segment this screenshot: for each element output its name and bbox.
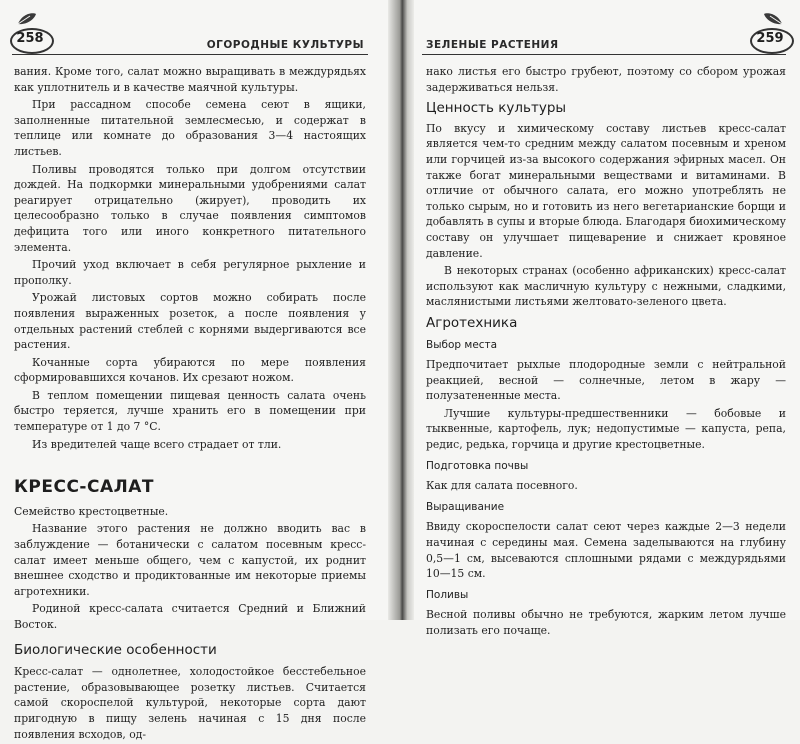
leaf-icon xyxy=(16,12,38,26)
subsection-heading: Биологические особенности xyxy=(14,641,217,658)
running-title: ОГОРОДНЫЕ КУЛЬТУРЫ xyxy=(206,39,364,51)
leaf-icon xyxy=(762,12,784,26)
paragraph: Предпочитает рыхлые плодородные земли с нейтральной реакцией, весной — солнечные, летом в жару — полузатененные места. xyxy=(426,358,786,403)
paragraph: Урожай листовых сортов можно собирать после появления выраженных розеток, а после появления у отдельных растений стеблей с корнями выдергиваются все растения. xyxy=(14,291,366,352)
paragraph: Прочий уход включает в себя регулярное рыхление и прополку. xyxy=(14,258,366,287)
paragraph: Кресс-салат — однолетнее, холодостойкое бесстебельное растение, образовывающее розетку листьев. Считается самой скороспелой культурой, некоторые сорта дают пригодную в пищу зелень начиная с 15 дня после появления всходов, од- xyxy=(14,665,366,741)
section-heading: Агротехника xyxy=(426,314,518,331)
right-page-header xyxy=(422,26,786,55)
subsection-heading: Выращивание xyxy=(426,500,505,513)
subsection-heading: Подготовка почвы xyxy=(426,459,529,472)
section-heading: КРЕСС-САЛАТ xyxy=(14,477,154,498)
subsection-heading: Выбор места xyxy=(426,338,498,351)
book-gutter xyxy=(388,0,414,620)
paragraph: Родиной кресс-салата считается Средний и Ближний Восток. xyxy=(14,602,366,631)
paragraph: Ввиду скороспелости салат сеют через каждые 2—3 недели начиная с середины мая. Семена заделываются на глубину 0,5—1 см, высеваются сплошными рядами с междурядьями 10—15 см. xyxy=(426,520,786,581)
right-page-body xyxy=(426,64,786,641)
paragraph: Название этого растения не должно вводить вас в заблуждение — ботанически с салатом посевным кресс-салат имеет меньше общего, чем с капустой, их роднит внешнее сходство и продиктованные им некоторые приемы агротехники. xyxy=(14,522,366,598)
paragraph: нако листья его быстро грубеют, поэтому со сбором урожая задерживаться нельзя. xyxy=(426,65,786,94)
left-page xyxy=(0,0,392,741)
paragraph: При рассадном способе семена сеют в ящики, заполненные питательной землесмесью, и содержат в теплице или комнате до образования 3—4 настоящих листьев. xyxy=(14,98,366,158)
paragraph: В некоторых странах (особенно африканских) кресс-салат используют как масличную культуру с нежными, сладкими, маслянистыми листьями желтовато-зеленого цвета. xyxy=(426,264,786,309)
paragraph: В теплом помещении пищевая ценность салата очень быстро теряется, лучше хранить его в помещении при температуре от 1 до 7 °С. xyxy=(14,388,366,434)
page-number-badge xyxy=(8,24,52,52)
page-number: 258 xyxy=(16,30,44,46)
running-title: ЗЕЛЕНЫЕ РАСТЕНИЯ xyxy=(426,39,559,51)
page-number-badge xyxy=(748,24,792,52)
paragraph: Кочанные сорта убираются по мере появления сформировавшихся кочанов. Их срезают ножом. xyxy=(14,355,366,385)
paragraph: Лучшие культуры-предшественники — бобовые и тыквенные, картофель, лук; недопустимые — капуста, репа, редис, редька, горчица и другие крестоцветные. xyxy=(426,406,786,452)
paragraph: Поливы проводятся только при долгом отсутствии дождей. На подкормки минеральными удобрениями салат реагирует отрицательно (жирует), проводить их целесообразно только в случае появления симптомов дефицита того или иного конкретного питательного элемента. xyxy=(14,162,366,254)
paragraph: вания. Кроме того, салат можно выращивать в междурядьях как уплотнитель и в качестве маячной культуры. xyxy=(14,65,366,94)
paragraph: Из вредителей чаще всего страдает от тли. xyxy=(32,437,282,451)
subsection-heading: Поливы xyxy=(426,588,469,601)
paragraph: Семейство крестоцветные. xyxy=(14,504,169,518)
paragraph: Весной поливы обычно не требуются, жарким летом лучше полизать его почаще. xyxy=(426,608,786,637)
section-heading: Ценность культуры xyxy=(426,100,567,117)
paragraph: По вкусу и химическому составу листьев кресс-салат является чем-то средним между салатом посевным и хреном или горчицей из-за высокого содержания эфирных масел. Он также богат минеральными веществами и витаминами. В отличие от обычного салата, его можно употреблять не только сырым, но и готовить из него вегетарианские борщи и добавлять в супы и вторые блюда. Благодаря биохимическому составу он улучшает пищеварение и снижает кровяное давление. xyxy=(426,121,786,260)
page-number: 259 xyxy=(756,30,784,46)
left-page-body xyxy=(14,64,366,744)
paragraph: Как для салата посевного. xyxy=(426,479,578,493)
left-page-header xyxy=(12,26,368,55)
right-page xyxy=(412,0,800,637)
